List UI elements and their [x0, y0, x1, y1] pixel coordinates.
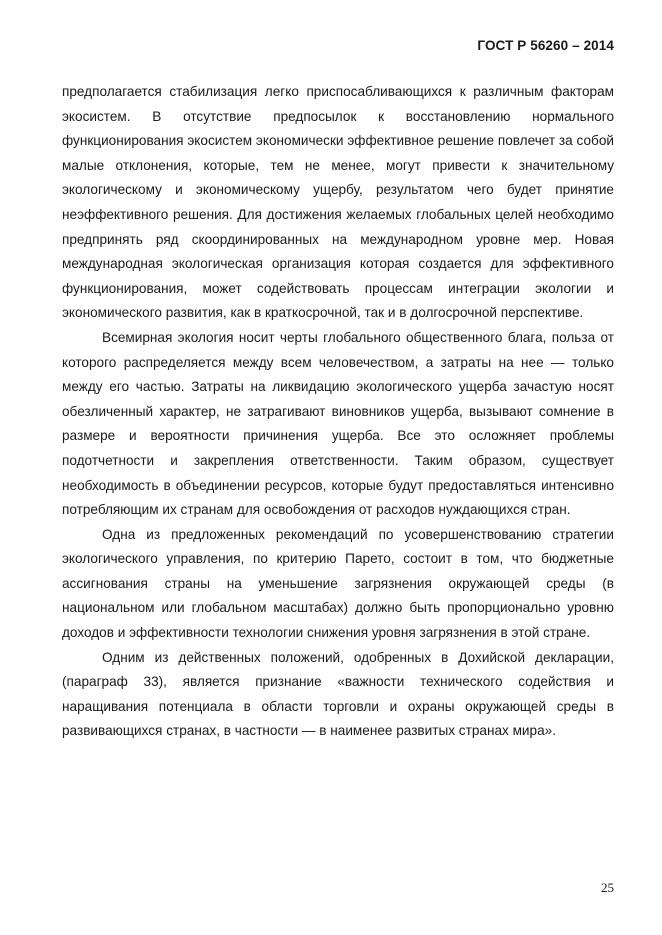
- paragraph-pareto-recommendation: Одна из предложенных рекомендаций по усовершенствованию стратегии экологического управления, по критерию Парето, состоит в том, что бюджетные ассигнования страны на уменьшение загрязнения окружающей среды (в национальном или глобальном масштабах) должно быть пропорционально уровню доходов и эффективности технологии снижения уровня загрязнения в этой стране.: [62, 526, 614, 641]
- standard-id: ГОСТ Р 56260 – 2014: [477, 38, 614, 53]
- paragraph-doha-declaration: Одним из действенных положений, одобренных в Дохийской декларации, (параграф 33), является признание «важности технического содействия и наращивания потенциала в области торговли и охраны окружающей среды в развивающихся странах, в частности — в наименее развитых странах мира».: [62, 649, 614, 739]
- paragraph-global-ecology: Всемирная экология носит черты глобального общественного блага, польза от которого распределяется между всем человечеством, а затраты на нее — только между его частью. Затраты на ликвидацию экологического ущерба зачастую носят обезличенный характер, не затрагивают виновников ущерба, вызывают сомнение в размере и вероятности причинения ущерба. Все это осложняет проблемы подотчетности и закрепления ответственности. Таким образом, существует необходимость в объединении ресурсов, которые будут предоставляться интенсивно потребляющим их странам для освобождения от расходов нуждающихся стран.: [62, 329, 614, 518]
- document-header: [477, 38, 614, 53]
- paragraph-continuation: предполагается стабилизация легко приспосабливающихся к различным факторам экосистем. В отсутствие предпосылок к восстановлению нормального функционирования экосистем экономически эффективное решение повлечет за собой малые отклонения, которые, тем не менее, могут привести к значительному экологическому и экономическому ущербу, результатом чего будет принятие неэффективного решения. Для достижения желаемых глобальных целей необходимо предпринять ряд скоординированных на международном уровне мер. Новая международная экологическая организация которая создается для эффективного функционирования, может содействовать процессам интеграции экологии и экономического развития, как в краткосрочной, так и в долгосрочной перспективе.: [62, 84, 614, 321]
- page-number-label: 25: [601, 880, 614, 895]
- document-body: [62, 80, 614, 744]
- page-number: [601, 880, 614, 896]
